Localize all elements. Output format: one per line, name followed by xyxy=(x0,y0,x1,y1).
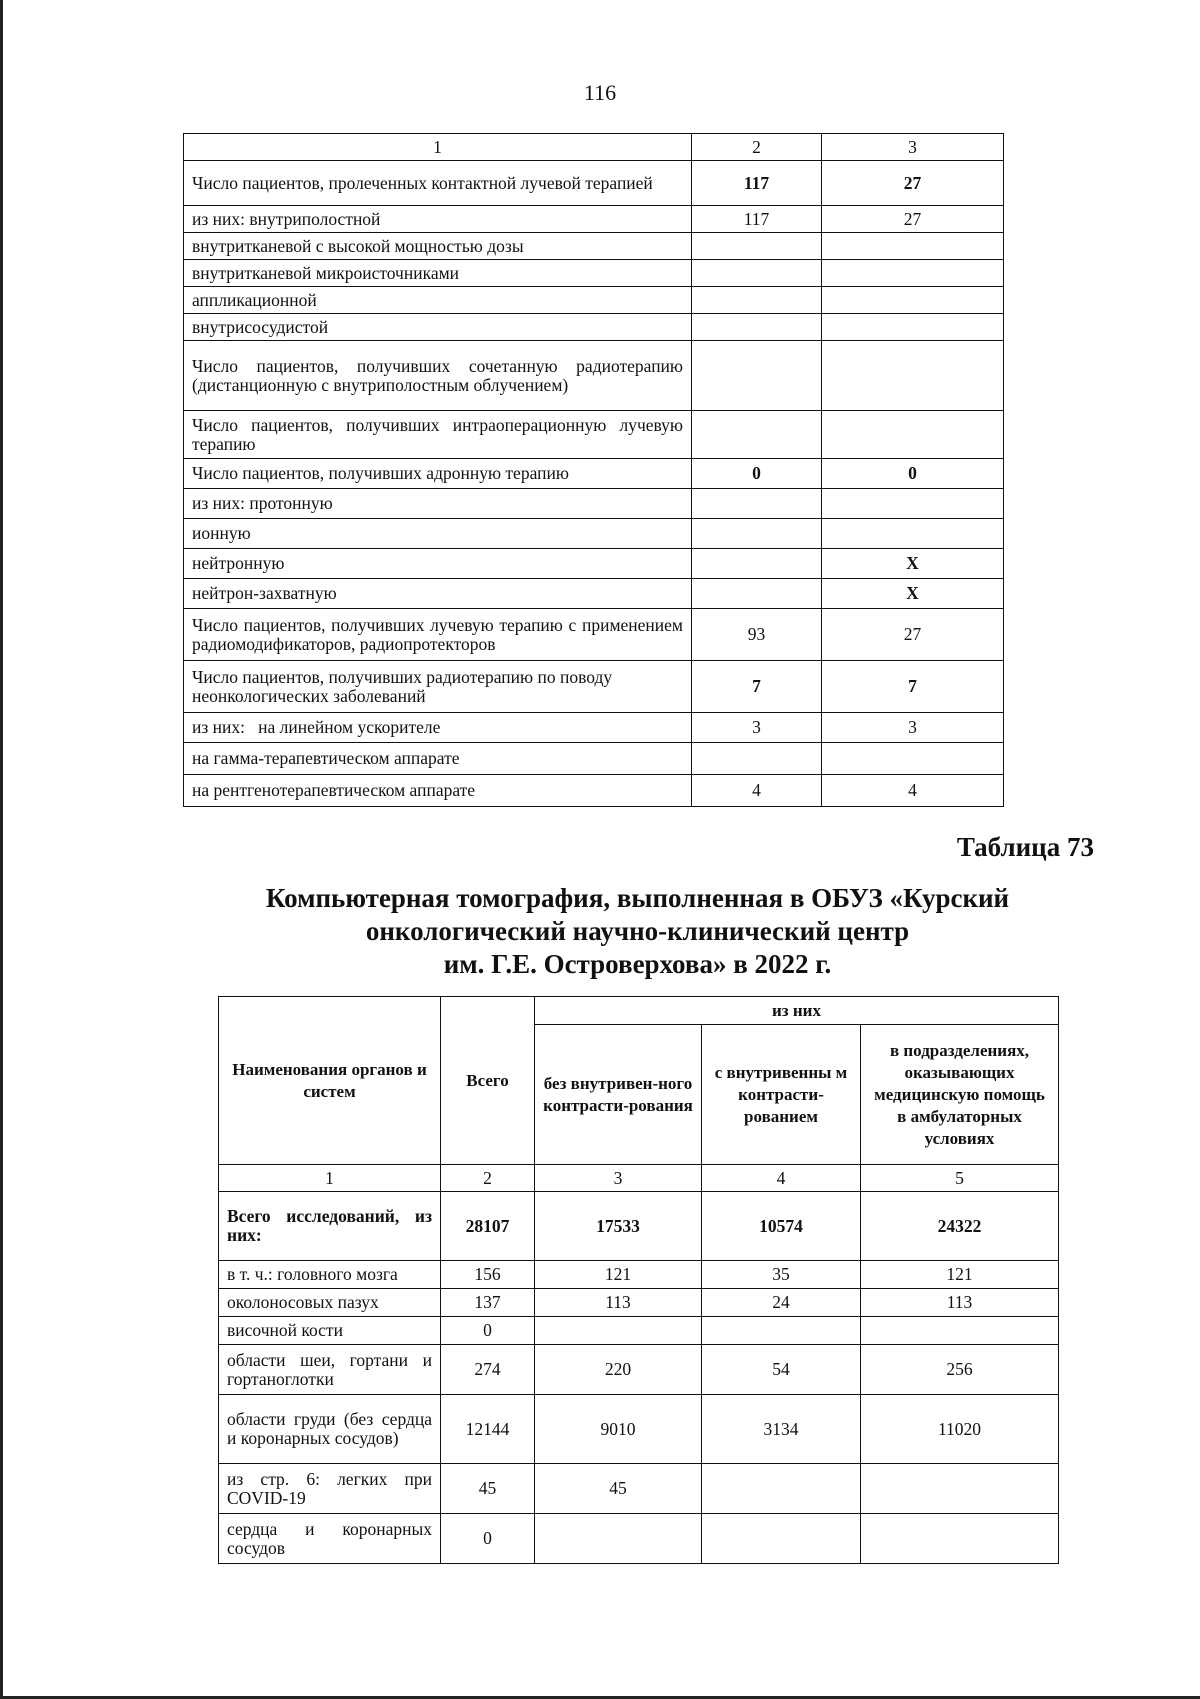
cell-value xyxy=(702,1514,861,1564)
cell-value xyxy=(822,489,1004,519)
row-label: из стр. 6: легких при COVID-19 xyxy=(219,1464,441,1514)
cell-value: 0 xyxy=(441,1317,535,1345)
table-row xyxy=(184,579,1004,609)
cell-value: 24322 xyxy=(861,1192,1059,1261)
column-number: 4 xyxy=(702,1165,861,1192)
cell-value xyxy=(692,287,822,314)
table-row xyxy=(184,161,1004,206)
row-label: Число пациентов, получивших адронную терапию xyxy=(184,459,692,489)
table-row xyxy=(184,233,1004,260)
cell-value: 35 xyxy=(702,1261,861,1289)
cell-value: 121 xyxy=(535,1261,702,1289)
cell-value xyxy=(822,519,1004,549)
table-row xyxy=(184,743,1004,775)
row-label: на рентгенотерапевтическом аппарате xyxy=(184,775,692,807)
column-number: 3 xyxy=(822,134,1004,161)
row-label: на гамма-терапевтическом аппарате xyxy=(184,743,692,775)
row-label: нейтрон-захватную xyxy=(184,579,692,609)
cell-value: 3134 xyxy=(702,1395,861,1464)
cell-value: 256 xyxy=(861,1345,1059,1395)
cell-value: 28107 xyxy=(441,1192,535,1261)
table-row xyxy=(184,609,1004,661)
cell-value xyxy=(692,411,822,459)
row-label: области шеи, гортани и гортаноглотки xyxy=(219,1345,441,1395)
header-outpatient: в подразделениях, оказывающих медицинскую помощь в амбулаторных условиях xyxy=(861,1025,1059,1165)
row-label: из них: на линейном ускорителе xyxy=(184,713,692,743)
table-row xyxy=(219,1464,1059,1514)
cell-value: 156 xyxy=(441,1261,535,1289)
cell-value: 45 xyxy=(535,1464,702,1514)
row-label: из них: внутриполостной xyxy=(184,206,692,233)
row-label: сердца и коронарных сосудов xyxy=(219,1514,441,1564)
table-row xyxy=(184,206,1004,233)
table-row xyxy=(219,1395,1059,1464)
cell-value: 10574 xyxy=(702,1192,861,1261)
row-label: околоносовых пазух xyxy=(219,1289,441,1317)
title-line: Компьютерная томография, выполненная в ОБУЗ «Курский xyxy=(265,883,1010,913)
header-no-contrast: без внутривен-ного контрасти-рования xyxy=(535,1025,702,1165)
row-label: Число пациентов, получивших интраоперационную лучевую терапию xyxy=(184,411,692,459)
cell-value: 7 xyxy=(822,661,1004,713)
cell-value: 27 xyxy=(822,609,1004,661)
row-label: из них: протонную xyxy=(184,489,692,519)
row-label: Число пациентов, получивших сочетанную радиотерапию (дистанционную с внутриполостным облучением) xyxy=(184,341,692,411)
cell-value: 220 xyxy=(535,1345,702,1395)
cell-value: 27 xyxy=(822,206,1004,233)
cell-value xyxy=(702,1317,861,1345)
cell-value: 45 xyxy=(441,1464,535,1514)
row-label: аппликационной xyxy=(184,287,692,314)
cell-value: 3 xyxy=(692,713,822,743)
cell-value: 0 xyxy=(822,459,1004,489)
cell-value xyxy=(692,519,822,549)
column-number: 2 xyxy=(692,134,822,161)
table-row xyxy=(184,661,1004,713)
cell-value xyxy=(822,287,1004,314)
cell-value xyxy=(692,341,822,411)
table-row xyxy=(184,287,1004,314)
page-number: 116 xyxy=(583,80,617,105)
header-with-contrast: с внутривенны м контрасти-рованием xyxy=(702,1025,861,1165)
table-row xyxy=(184,519,1004,549)
table-header-row xyxy=(184,134,1004,161)
cell-value: X xyxy=(822,579,1004,609)
cell-value xyxy=(535,1317,702,1345)
cell-value: 113 xyxy=(535,1289,702,1317)
row-label: Число пациентов, получивших радиотерапию по поводу неонкологических заболеваний xyxy=(184,661,692,713)
cell-value xyxy=(692,314,822,341)
row-label: внутрисосудистой xyxy=(184,314,692,341)
column-number: 2 xyxy=(441,1165,535,1192)
header-organs: Наименования органов и систем xyxy=(219,997,441,1165)
cell-value xyxy=(702,1464,861,1514)
radiotherapy-table xyxy=(183,133,1004,807)
cell-value: 24 xyxy=(702,1289,861,1317)
column-number: 5 xyxy=(861,1165,1059,1192)
table-row xyxy=(184,411,1004,459)
header-total: Всего xyxy=(441,997,535,1165)
cell-value: 93 xyxy=(692,609,822,661)
cell-value: X xyxy=(822,549,1004,579)
table-row xyxy=(184,713,1004,743)
cell-value: 3 xyxy=(822,713,1004,743)
title-line: онкологический научно-клинический центр xyxy=(365,916,910,946)
table-row xyxy=(184,489,1004,519)
row-label: Всего исследований, из них: xyxy=(219,1192,441,1261)
column-number: 1 xyxy=(184,134,692,161)
cell-value: 11020 xyxy=(861,1395,1059,1464)
cell-value xyxy=(861,1514,1059,1564)
row-label: височной кости xyxy=(219,1317,441,1345)
cell-value xyxy=(822,411,1004,459)
ct-studies-table xyxy=(218,996,1059,1564)
column-number: 1 xyxy=(219,1165,441,1192)
cell-value: 54 xyxy=(702,1345,861,1395)
table-row xyxy=(219,1261,1059,1289)
cell-value: 0 xyxy=(692,459,822,489)
cell-value: 27 xyxy=(822,161,1004,206)
scan-edge-left xyxy=(0,0,3,1699)
column-number-row xyxy=(219,1165,1059,1192)
table-header-row xyxy=(219,997,1059,1025)
cell-value xyxy=(861,1464,1059,1514)
table-number-label: Таблица 73 xyxy=(956,832,1094,862)
cell-value: 4 xyxy=(822,775,1004,807)
table-row xyxy=(184,314,1004,341)
table-row xyxy=(219,1317,1059,1345)
row-label: ионную xyxy=(184,519,692,549)
cell-value xyxy=(692,489,822,519)
cell-value xyxy=(692,260,822,287)
row-label: в т. ч.: головного мозга xyxy=(219,1261,441,1289)
cell-value xyxy=(822,233,1004,260)
cell-value xyxy=(822,341,1004,411)
cell-value: 117 xyxy=(692,206,822,233)
table-row xyxy=(219,1192,1059,1261)
cell-value: 117 xyxy=(692,161,822,206)
cell-value: 274 xyxy=(441,1345,535,1395)
row-label: внутритканевой микроисточниками xyxy=(184,260,692,287)
cell-value xyxy=(535,1514,702,1564)
cell-value: 137 xyxy=(441,1289,535,1317)
table-row xyxy=(184,260,1004,287)
row-label: Число пациентов, пролеченных контактной лучевой терапией xyxy=(184,161,692,206)
row-label: области груди (без сердца и коронарных сосудов) xyxy=(219,1395,441,1464)
cell-value: 17533 xyxy=(535,1192,702,1261)
table-row xyxy=(184,549,1004,579)
cell-value: 7 xyxy=(692,661,822,713)
title-line: им. Г.Е. Островерхова» в 2022 г. xyxy=(443,949,832,979)
cell-value xyxy=(861,1317,1059,1345)
cell-value xyxy=(822,314,1004,341)
cell-value xyxy=(692,743,822,775)
row-label: Число пациентов, получивших лучевую терапию с применением радиомодификаторов, радиопротекторов xyxy=(184,609,692,661)
cell-value: 0 xyxy=(441,1514,535,1564)
column-number: 3 xyxy=(535,1165,702,1192)
table-row xyxy=(184,775,1004,807)
cell-value xyxy=(692,579,822,609)
cell-value xyxy=(822,743,1004,775)
table-row xyxy=(219,1514,1059,1564)
cell-value: 9010 xyxy=(535,1395,702,1464)
cell-value xyxy=(822,260,1004,287)
table-row xyxy=(219,1289,1059,1317)
table-title xyxy=(150,882,1125,981)
table-row xyxy=(184,341,1004,411)
cell-value xyxy=(692,233,822,260)
cell-value: 113 xyxy=(861,1289,1059,1317)
table-row xyxy=(219,1345,1059,1395)
cell-value xyxy=(692,549,822,579)
row-label: нейтронную xyxy=(184,549,692,579)
cell-value: 121 xyxy=(861,1261,1059,1289)
header-of-them: из них xyxy=(535,997,1059,1025)
cell-value: 4 xyxy=(692,775,822,807)
cell-value: 12144 xyxy=(441,1395,535,1464)
row-label: внутритканевой с высокой мощностью дозы xyxy=(184,233,692,260)
table-row xyxy=(184,459,1004,489)
